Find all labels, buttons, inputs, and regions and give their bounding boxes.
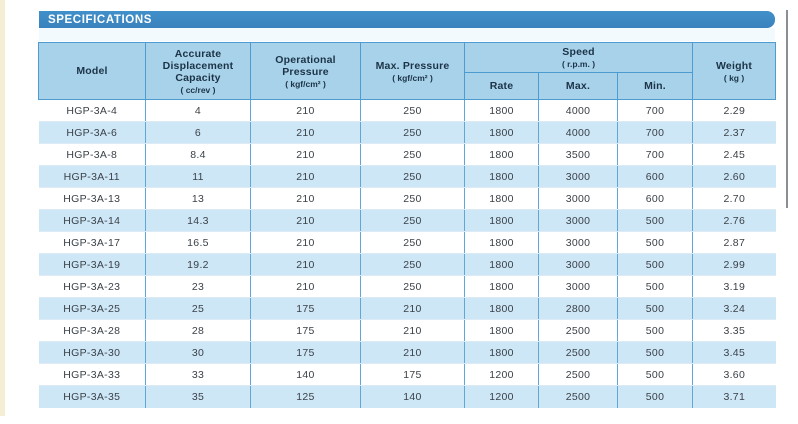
table-row <box>39 320 776 342</box>
column-header-max-pressure <box>361 43 465 100</box>
value-cell: 1800 <box>465 100 539 122</box>
value-cell: 250 <box>361 144 465 166</box>
value-cell: 700 <box>618 144 693 166</box>
value-cell: 600 <box>618 166 693 188</box>
header-unit: ( kgf/cm² ) <box>392 72 433 83</box>
table-row <box>39 386 776 408</box>
value-cell: 175 <box>361 364 465 386</box>
header-label: Max. <box>565 80 591 92</box>
value-cell: 210 <box>361 320 465 342</box>
value-cell: 2.45 <box>693 144 776 166</box>
specifications-banner <box>39 11 775 28</box>
model-cell: HGP-3A-4 <box>39 100 146 122</box>
table-row <box>39 276 776 298</box>
value-cell: 2.87 <box>693 232 776 254</box>
value-cell: 3.35 <box>693 320 776 342</box>
table-row <box>39 166 776 188</box>
header-label: Max. Pressure <box>375 59 450 72</box>
value-cell: 140 <box>361 386 465 408</box>
value-cell: 500 <box>618 320 693 342</box>
banner-title: SPECIFICATIONS <box>48 13 153 26</box>
table-row <box>39 100 776 122</box>
value-cell: 2500 <box>539 364 618 386</box>
value-cell: 2.76 <box>693 210 776 232</box>
value-cell: 250 <box>361 188 465 210</box>
value-cell: 250 <box>361 210 465 232</box>
value-cell: 3.24 <box>693 298 776 320</box>
value-cell: 210 <box>251 100 361 122</box>
model-cell: HGP-3A-28 <box>39 320 146 342</box>
model-cell: HGP-3A-11 <box>39 166 146 188</box>
value-cell: 2.29 <box>693 100 776 122</box>
value-cell: 6 <box>146 122 251 144</box>
header-label: Operational Pressure <box>275 53 336 78</box>
header-label: Accurate Displacement Capacity <box>162 47 234 84</box>
value-cell: 2500 <box>539 320 618 342</box>
header-unit: ( r.p.m. ) <box>561 59 596 69</box>
value-cell: 210 <box>251 232 361 254</box>
value-cell: 30 <box>146 342 251 364</box>
value-cell: 1800 <box>465 342 539 364</box>
table-row <box>39 342 776 364</box>
header-unit: ( kg ) <box>723 72 745 83</box>
column-header-capacity <box>146 43 251 100</box>
value-cell: 500 <box>618 386 693 408</box>
value-cell: 3.19 <box>693 276 776 298</box>
value-cell: 19.2 <box>146 254 251 276</box>
value-cell: 250 <box>361 100 465 122</box>
value-cell: 2500 <box>539 386 618 408</box>
value-cell: 4000 <box>539 122 618 144</box>
column-header-weight <box>693 43 776 100</box>
value-cell: 1800 <box>465 276 539 298</box>
value-cell: 14.3 <box>146 210 251 232</box>
value-cell: 3.45 <box>693 342 776 364</box>
value-cell: 1800 <box>465 188 539 210</box>
table-row <box>39 232 776 254</box>
value-cell: 2800 <box>539 298 618 320</box>
value-cell: 1200 <box>465 386 539 408</box>
model-cell: HGP-3A-30 <box>39 342 146 364</box>
value-cell: 500 <box>618 254 693 276</box>
header-label: Min. <box>644 80 666 92</box>
value-cell: 4 <box>146 100 251 122</box>
value-cell: 2.37 <box>693 122 776 144</box>
model-cell: HGP-3A-33 <box>39 364 146 386</box>
table-body <box>39 100 776 408</box>
column-header-speed-max <box>539 73 618 100</box>
table-row <box>39 144 776 166</box>
value-cell: 2.60 <box>693 166 776 188</box>
column-header-speed-rate <box>465 73 539 100</box>
value-cell: 500 <box>618 364 693 386</box>
table-row <box>39 188 776 210</box>
value-cell: 3000 <box>539 232 618 254</box>
model-cell: HGP-3A-14 <box>39 210 146 232</box>
value-cell: 3.60 <box>693 364 776 386</box>
value-cell: 3500 <box>539 144 618 166</box>
value-cell: 175 <box>251 298 361 320</box>
model-cell: HGP-3A-35 <box>39 386 146 408</box>
value-cell: 210 <box>251 210 361 232</box>
value-cell: 700 <box>618 100 693 122</box>
table-row <box>39 298 776 320</box>
value-cell: 2.99 <box>693 254 776 276</box>
value-cell: 250 <box>361 232 465 254</box>
value-cell: 1800 <box>465 144 539 166</box>
value-cell: 35 <box>146 386 251 408</box>
value-cell: 23 <box>146 276 251 298</box>
value-cell: 175 <box>251 342 361 364</box>
value-cell: 1800 <box>465 232 539 254</box>
value-cell: 1200 <box>465 364 539 386</box>
model-cell: HGP-3A-13 <box>39 188 146 210</box>
specifications-table <box>38 42 776 408</box>
value-cell: 250 <box>361 254 465 276</box>
value-cell: 1800 <box>465 122 539 144</box>
value-cell: 500 <box>618 342 693 364</box>
header-unit: ( kgf/cm² ) <box>285 78 326 89</box>
value-cell: 8.4 <box>146 144 251 166</box>
value-cell: 1800 <box>465 166 539 188</box>
value-cell: 3000 <box>539 166 618 188</box>
value-cell: 250 <box>361 122 465 144</box>
model-cell: HGP-3A-25 <box>39 298 146 320</box>
value-cell: 1800 <box>465 254 539 276</box>
header-label: Model <box>76 65 108 77</box>
table-row <box>39 254 776 276</box>
value-cell: 2500 <box>539 342 618 364</box>
column-header-speed-min <box>618 73 693 100</box>
value-cell: 210 <box>251 276 361 298</box>
page-left-edge <box>0 0 5 416</box>
value-cell: 210 <box>251 254 361 276</box>
value-cell: 140 <box>251 364 361 386</box>
column-header-operational-pressure <box>251 43 361 100</box>
value-cell: 210 <box>361 298 465 320</box>
value-cell: 210 <box>251 188 361 210</box>
value-cell: 210 <box>361 342 465 364</box>
table-row <box>39 210 776 232</box>
value-cell: 1800 <box>465 320 539 342</box>
value-cell: 600 <box>618 188 693 210</box>
table-row <box>39 122 776 144</box>
value-cell: 1800 <box>465 298 539 320</box>
value-cell: 500 <box>618 210 693 232</box>
value-cell: 3000 <box>539 276 618 298</box>
value-cell: 210 <box>251 122 361 144</box>
header-label: Rate <box>489 80 514 92</box>
value-cell: 500 <box>618 276 693 298</box>
value-cell: 500 <box>618 298 693 320</box>
header-unit: ( cc/rev ) <box>180 84 216 95</box>
value-cell: 3000 <box>539 254 618 276</box>
model-cell: HGP-3A-17 <box>39 232 146 254</box>
value-cell: 3.71 <box>693 386 776 408</box>
column-header-speed <box>465 43 693 73</box>
value-cell: 175 <box>251 320 361 342</box>
value-cell: 28 <box>146 320 251 342</box>
value-cell: 2.70 <box>693 188 776 210</box>
banner-shadow <box>39 28 775 41</box>
value-cell: 700 <box>618 122 693 144</box>
value-cell: 250 <box>361 276 465 298</box>
model-cell: HGP-3A-19 <box>39 254 146 276</box>
value-cell: 125 <box>251 386 361 408</box>
value-cell: 3000 <box>539 210 618 232</box>
header-label: Speed <box>562 46 595 58</box>
model-cell: HGP-3A-23 <box>39 276 146 298</box>
header-label: Weight <box>716 59 753 72</box>
model-cell: HGP-3A-6 <box>39 122 146 144</box>
value-cell: 210 <box>251 144 361 166</box>
value-cell: 3000 <box>539 188 618 210</box>
value-cell: 16.5 <box>146 232 251 254</box>
model-cell: HGP-3A-8 <box>39 144 146 166</box>
value-cell: 13 <box>146 188 251 210</box>
value-cell: 250 <box>361 166 465 188</box>
column-header-model <box>39 43 146 100</box>
value-cell: 4000 <box>539 100 618 122</box>
value-cell: 11 <box>146 166 251 188</box>
value-cell: 25 <box>146 298 251 320</box>
value-cell: 1800 <box>465 210 539 232</box>
value-cell: 500 <box>618 232 693 254</box>
value-cell: 210 <box>251 166 361 188</box>
table-row <box>39 364 776 386</box>
page-fold-line <box>786 10 788 208</box>
value-cell: 33 <box>146 364 251 386</box>
